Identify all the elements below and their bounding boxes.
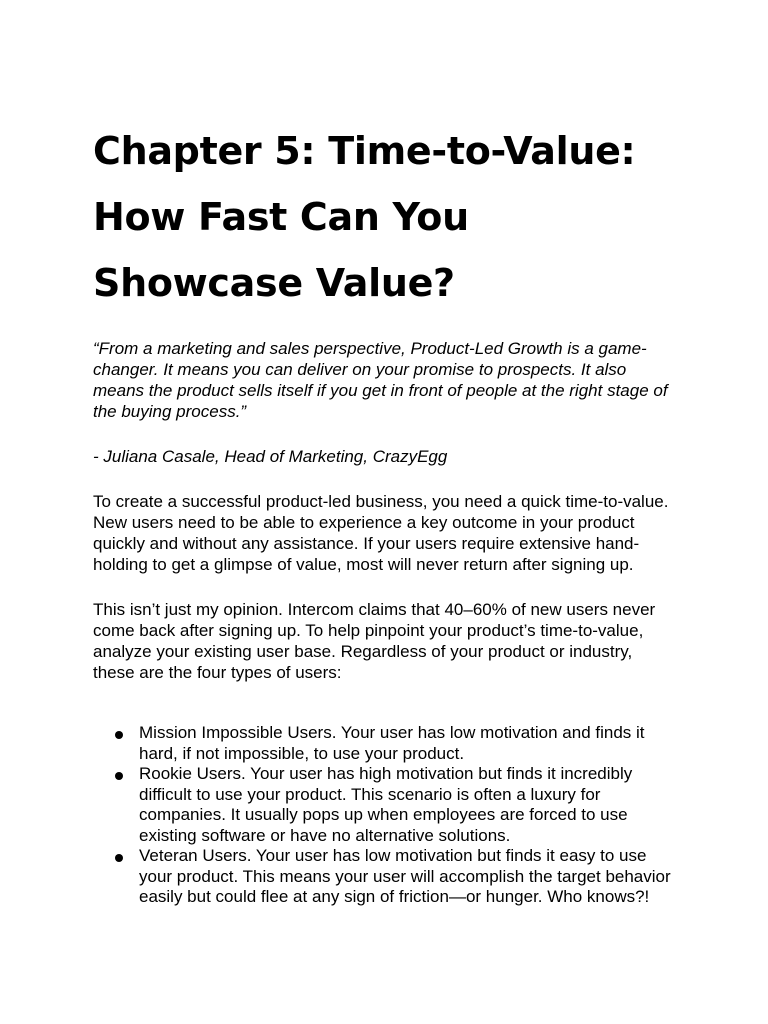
list-item [93,723,673,764]
chapter-title-line-3: Showcase Value? [93,261,455,305]
user-types-list [93,723,673,908]
chapter-title-line-2: How Fast Can You [93,195,469,239]
chapter-title-line-1: Chapter 5: Time-to-Value: [93,129,636,173]
epigraph-quote: “From a marketing and sales perspective, Product-Led Growth is a game-changer. It means you can deliver on your promise to prospects. It also means the product sells itself if you get in front of people at the right stage of the buying process.” [93,339,668,421]
body-paragraph-2: This isn’t just my opinion. Intercom claims that 40–60% of new users never come back after signing up. To help pinpoint your product’s time-to-value, analyze your existing user base. Regardless of your product or industry, these are the four types of users: [93,600,656,682]
body-paragraph-1: To create a successful product-led business, you need a quick time-to-value. New users need to be able to experience a key outcome in your product quickly and without any assistance. If your users require extensive hand-holding to get a glimpse of value, most will never return after signing up. [93,492,669,574]
quote-attribution: - Juliana Casale, Head of Marketing, CrazyEgg [93,447,448,466]
list-item [93,764,673,846]
bullet-icon [115,772,123,780]
list-item [93,846,673,908]
bullet-icon [115,731,123,739]
document-page [93,118,673,908]
list-item-text: Mission Impossible Users. Your user has low motivation and finds it hard, if not impossible, to use your product. [139,723,645,763]
bullet-icon [115,854,123,862]
list-item-text: Rookie Users. Your user has high motivation but finds it incredibly difficult to use your product. This scenario is often a luxury for companies. It usually pops up when employees are forced to use existing software or have no alternative solutions. [139,764,633,845]
list-item-text: Veteran Users. Your user has low motivation but finds it easy to use your product. This means your user will accomplish the target behavior easily but could flee at any sign of friction—or hunger. Who knows?! [139,846,671,906]
chapter-title [93,118,673,316]
